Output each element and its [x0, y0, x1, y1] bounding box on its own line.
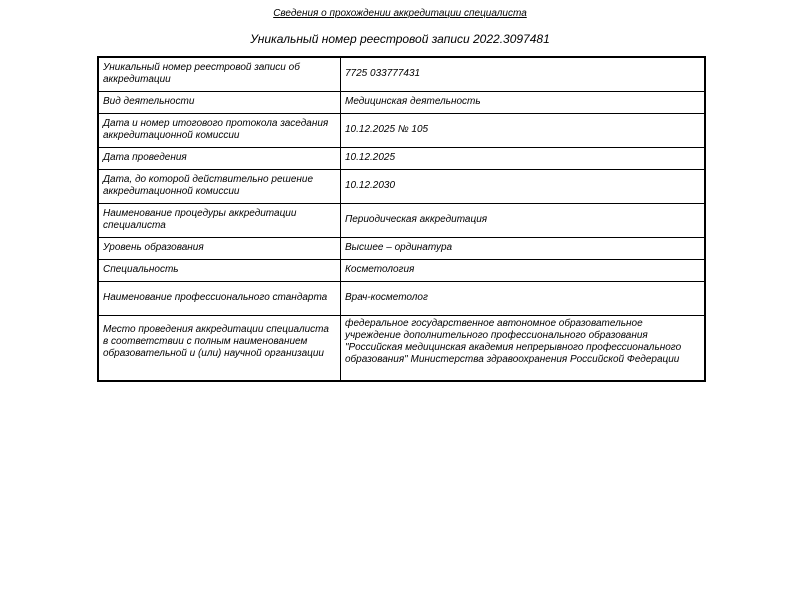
table-row: [98, 147, 705, 169]
row-label: Специальность: [98, 259, 341, 281]
row-value: Высшее – ординатура: [341, 237, 706, 259]
row-label: Дата, до которой действительно решение аккредитационной комиссии: [98, 169, 341, 203]
table-row: [98, 203, 705, 237]
row-label: Наименование процедуры аккредитации специалиста: [98, 203, 341, 237]
document-heading: Сведения о прохождении аккредитации специалиста: [273, 8, 527, 19]
row-value: Врач-косметолог: [341, 281, 706, 315]
row-label: Уникальный номер реестровой записи об аккредитации: [98, 57, 341, 91]
row-value: 10.12.2025 № 105: [341, 113, 706, 147]
table-row: [98, 169, 705, 203]
table-row: [98, 91, 705, 113]
row-value: федеральное государственное автономное образовательное учреждение дополнительного профессионального образования "Российская медицинская академия непрерывного профессионального образования" Министерства здравоохранения Российской Федерации: [341, 315, 706, 381]
row-label: Наименование профессионального стандарта: [98, 281, 341, 315]
row-value: 10.12.2025: [341, 147, 706, 169]
row-value: Косметология: [341, 259, 706, 281]
table-row: [98, 57, 705, 91]
row-label: Вид деятельности: [98, 91, 341, 113]
row-label: Дата и номер итогового протокола заседания аккредитационной комиссии: [98, 113, 341, 147]
row-value: 10.12.2030: [341, 169, 706, 203]
table-row: [98, 237, 705, 259]
row-label: Дата проведения: [98, 147, 341, 169]
row-label: Уровень образования: [98, 237, 341, 259]
row-value: Медицинская деятельность: [341, 91, 706, 113]
table-row: [98, 315, 705, 381]
row-value: 7725 033777431: [341, 57, 706, 91]
row-label: Место проведения аккредитации специалиста в соответствии с полным наименованием образовательной и (или) научной организации: [98, 315, 341, 381]
row-value: Периодическая аккредитация: [341, 203, 706, 237]
table-row: [98, 281, 705, 315]
table-row: [98, 113, 705, 147]
registry-number-title: Уникальный номер реестровой записи 2022.3097481: [250, 32, 550, 46]
accreditation-info-table: [97, 56, 706, 382]
table-row: [98, 259, 705, 281]
